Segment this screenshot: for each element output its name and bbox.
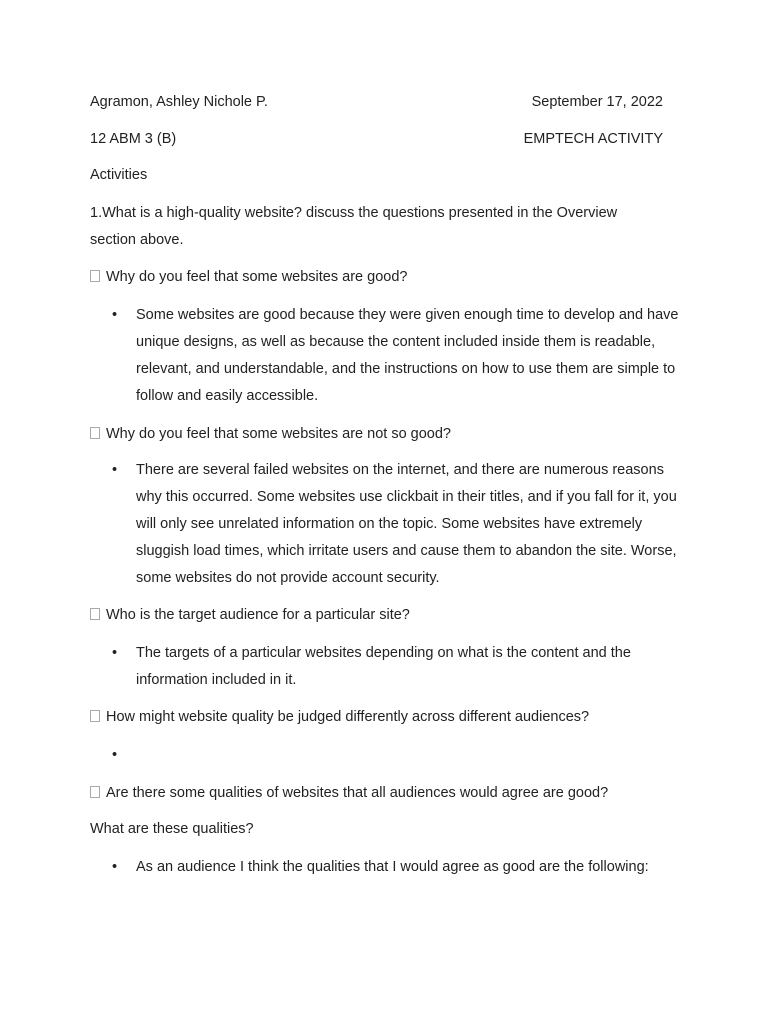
sub-question-text: How might website quality be judged differently across different audiences?	[106, 709, 590, 725]
answer-text: The targets of a particular websites depending on what is the content and the information included in it.	[136, 645, 631, 688]
sub-question	[90, 264, 407, 291]
activity-title: EMPTECH ACTIVITY	[523, 131, 663, 147]
date: September 17, 2022	[531, 94, 663, 110]
sub-question-text: Who is the target audience for a particular site?	[106, 607, 410, 623]
answer-text: There are several failed websites on the internet, and there are numerous reasons why this occurred. Some websites use clickbait in their titles, and if you fall for it, you will only see unrelated information on the topic. Some websites have extremely sluggish load times, which irritate users and cause them to abandon the site. Worse, some websites do not provide account security.	[136, 462, 677, 586]
sub-question-text: Are there some qualities of websites that all audiences would agree are good?	[106, 785, 609, 801]
checkbox-icon	[90, 427, 100, 439]
answer-text: As an audience I think the qualities that I would agree as good are the following:	[136, 859, 649, 875]
activities-heading: Activities	[90, 167, 148, 183]
bullet-icon: •	[112, 645, 118, 661]
checkbox-icon	[90, 786, 100, 798]
sub-question	[90, 602, 410, 629]
sub-question-continued: What are these qualities?	[90, 821, 254, 837]
checkbox-icon	[90, 710, 100, 722]
student-name: Agramon, Ashley Nichole P.	[90, 94, 268, 110]
sub-question	[90, 704, 589, 731]
bullet-icon: •	[112, 747, 118, 763]
sub-question-text: Why do you feel that some websites are good?	[106, 269, 408, 285]
checkbox-icon	[90, 608, 100, 620]
section: 12 ABM 3 (B)	[90, 131, 177, 147]
answer-text: Some websites are good because they were given enough time to develop and have unique designs, as well as because the content included inside them is readable, relevant, and understandable, and the instructions on how to use them are simple to follow and easily accessible.	[136, 307, 679, 404]
bullet-icon: •	[112, 462, 118, 478]
question-1: 1.What is a high-quality website? discuss the questions presented in the Overview section above.	[90, 205, 618, 248]
sub-question	[90, 421, 451, 448]
sub-question	[90, 780, 608, 807]
bullet-icon: •	[112, 307, 118, 323]
checkbox-icon	[90, 270, 100, 282]
bullet-icon: •	[112, 859, 118, 875]
sub-question-text: Why do you feel that some websites are not so good?	[106, 426, 451, 442]
